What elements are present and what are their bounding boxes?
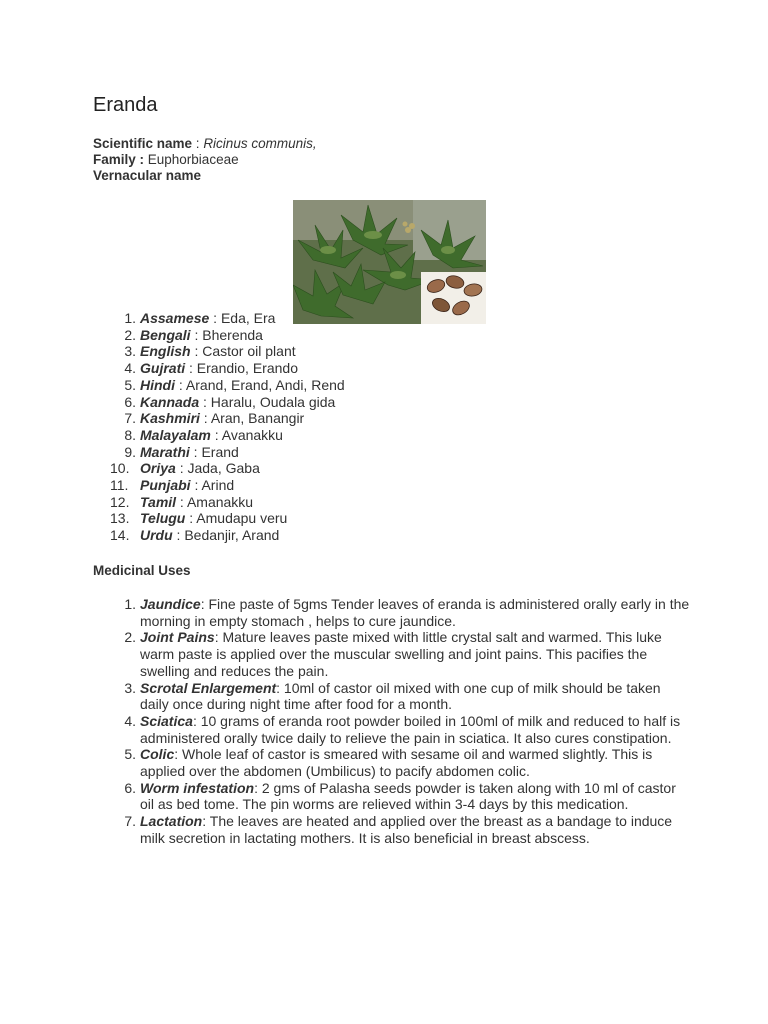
condition-name: Sciatica: [140, 712, 193, 729]
language-name: Oriya: [140, 460, 176, 477]
list-number: 7.: [124, 813, 136, 830]
medicinal-use-item: [110, 629, 690, 679]
castor-plant-image: [293, 200, 486, 324]
list-number: 14.: [110, 527, 130, 544]
vernacular-item: [110, 410, 410, 427]
use-description: : Fine paste of 5gms Tender leaves of eranda is administered orally early in the morning in empty stomach , helps to cure jaundice.: [140, 596, 690, 629]
list-number: 6.: [124, 393, 136, 410]
scientific-name-label: Scientific name: [93, 136, 193, 151]
vernacular-names: Eda, Era: [220, 310, 276, 326]
vernacular-item: [110, 327, 410, 344]
separator: :: [176, 493, 187, 510]
language-name: Kashmiri: [140, 410, 200, 427]
use-description: : Whole leaf of castor is smeared with sesame oil and warmed slightly. This is applied over the abdomen (Umbilicus) to pacify abdomen colic.: [140, 746, 653, 780]
list-number: 6.: [124, 779, 136, 796]
list-number: 3.: [124, 679, 136, 696]
list-number: 11.: [110, 477, 129, 494]
medicinal-uses-list: [110, 596, 690, 847]
list-number: 7.: [124, 410, 136, 427]
language-name: Malayalam: [140, 426, 211, 443]
list-number: 10.: [110, 460, 130, 477]
medicinal-use-item: [110, 596, 690, 629]
family-value: Euphorbiaceae: [144, 152, 239, 167]
family-line: [93, 151, 239, 168]
language-name: English: [140, 343, 191, 360]
vernacular-item: [110, 477, 410, 494]
vernacular-item: [110, 494, 410, 511]
language-name: Urdu: [140, 527, 173, 544]
condition-name: Lactation: [140, 813, 203, 830]
medicinal-use-item: [110, 813, 690, 846]
language-name: Marathi: [140, 443, 190, 460]
vernacular-names: Haralu, Oudala gida: [210, 393, 336, 410]
vernacular-item: [110, 377, 410, 394]
list-number: 13.: [110, 510, 130, 527]
list-number: 5.: [124, 376, 136, 393]
use-description: : The leaves are heated and applied over the breast as a bandage to induce milk secretion in lactating mothers. It is also beneficial in breast abscess.: [140, 813, 673, 846]
separator: :: [199, 393, 211, 410]
vernacular-names: Amudapu veru: [196, 510, 288, 527]
language-name: Assamese: [140, 310, 210, 326]
vernacular-item: [110, 394, 410, 411]
page-title: Eranda: [93, 94, 158, 116]
medicinal-use-item: [110, 680, 690, 713]
list-number: 1.: [124, 310, 136, 326]
vernacular-names: Jada, Gaba: [187, 460, 260, 477]
use-description: : 10 grams of eranda root powder boiled in 100ml of milk and reduced to half is administered orally twice daily to relieve the pain in sciatica. It also cures constipation.: [140, 712, 681, 746]
separator: :: [189, 443, 202, 460]
list-number: 4.: [124, 360, 136, 377]
condition-name: Colic: [140, 746, 175, 763]
vernacular-item: [110, 527, 410, 544]
separator: :: [209, 310, 221, 326]
list-number: 2.: [124, 629, 136, 646]
vernacular-item: [110, 427, 410, 444]
use-description: : 10ml of castor oil mixed with one cup of milk should be taken daily once during night time after food for a month.: [140, 679, 661, 713]
list-number: 8.: [124, 426, 136, 443]
list-number: 12.: [110, 493, 130, 510]
medicinal-use-item: [110, 713, 690, 746]
separator: :: [185, 510, 197, 527]
separator: :: [172, 527, 185, 544]
vernacular-item: [110, 310, 410, 327]
condition-name: Worm infestation: [140, 779, 255, 796]
vernacular-heading: Vernacular name: [93, 168, 202, 183]
separator: :: [175, 376, 186, 393]
list-number: 4.: [124, 712, 136, 729]
condition-name: Joint Pains: [140, 629, 215, 646]
language-name: Tamil: [140, 493, 177, 510]
language-name: Hindi: [140, 376, 175, 393]
condition-name: Scrotal Enlargement: [140, 679, 277, 696]
use-description: : 2 gms of Palasha seeds powder is taken along with 10 ml of castor oil as bed tome. The pin worms are relieved within 3-4 days by this medication.: [140, 779, 676, 813]
family-label: Family :: [93, 152, 145, 167]
language-name: Bengali: [140, 326, 191, 343]
vernacular-names: Erandio, Erando: [196, 360, 298, 377]
list-number: 3.: [124, 343, 136, 360]
scientific-name-value: Ricinus communis,: [203, 136, 317, 151]
list-number: 1.: [124, 596, 136, 612]
vernacular-item: [110, 460, 410, 477]
separator: :: [210, 426, 222, 443]
vernacular-names: Aran, Banangir: [210, 410, 305, 427]
use-description: : Mature leaves paste mixed with little crystal salt and warmed. This luke warm paste is applied over the muscular swelling and joint pains. This pacifies the swelling and reduces the pain.: [140, 629, 662, 679]
language-name: Gujrati: [140, 360, 186, 377]
scientific-name-sep: :: [192, 136, 204, 151]
vernacular-names: Bherenda: [202, 326, 263, 343]
vernacular-item: [110, 510, 410, 527]
medicinal-use-item: [110, 780, 690, 813]
vernacular-names: Amanakku: [186, 493, 254, 510]
medicinal-uses-heading: Medicinal Uses: [93, 563, 191, 578]
separator: :: [190, 326, 203, 343]
separator: :: [190, 343, 203, 360]
vernacular-names: Arind: [201, 477, 235, 494]
vernacular-item: [110, 360, 410, 377]
vernacular-names: Castor oil plant: [202, 343, 296, 360]
list-number: 2.: [124, 326, 136, 343]
vernacular-list: [110, 310, 410, 544]
separator: :: [175, 460, 188, 477]
medicinal-use-item: [110, 746, 690, 779]
language-name: Kannada: [140, 393, 200, 410]
language-name: Punjabi: [140, 477, 191, 494]
list-number: 9.: [124, 443, 136, 460]
language-name: Telugu: [140, 510, 186, 527]
vernacular-item: [110, 444, 410, 461]
vernacular-names: Arand, Erand, Andi, Rend: [185, 376, 345, 393]
separator: :: [190, 477, 202, 494]
separator: :: [185, 360, 197, 377]
vernacular-item: [110, 343, 410, 360]
vernacular-names: Erand: [201, 443, 239, 460]
list-number: 5.: [124, 746, 136, 763]
condition-name: Jaundice: [140, 596, 201, 612]
vernacular-names: Bedanjir, Arand: [184, 527, 280, 544]
vernacular-names: Avanakku: [221, 426, 283, 443]
scientific-name-line: [93, 135, 317, 152]
separator: :: [199, 410, 211, 427]
